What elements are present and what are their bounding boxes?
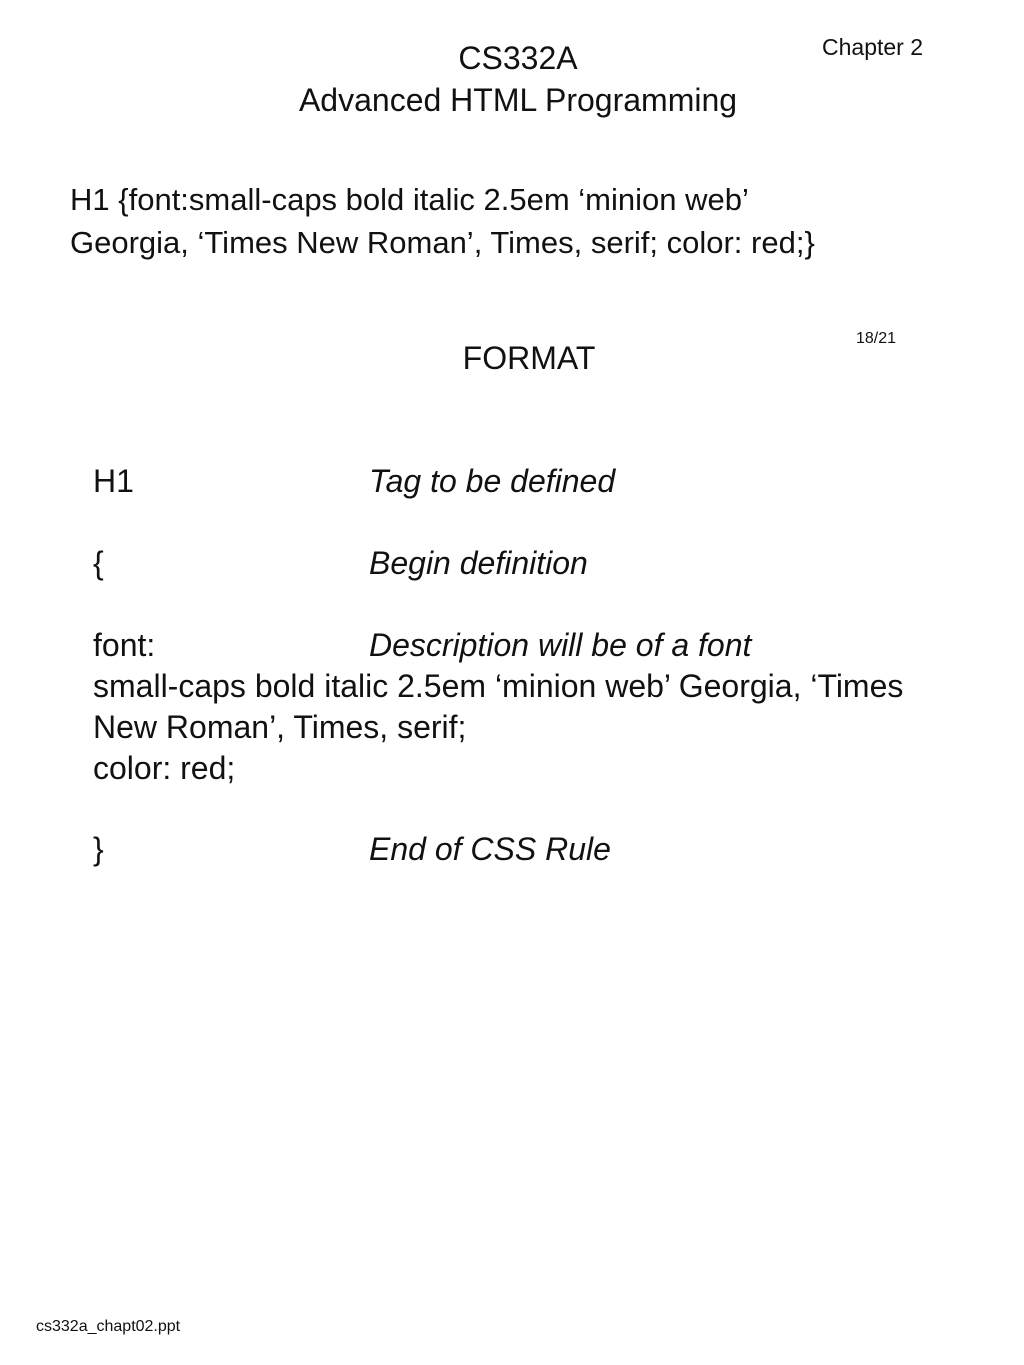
font-value-line-1: small-caps bold italic 2.5em ‘minion web’ Georgia, ‘Times	[93, 668, 904, 704]
format-term-close-brace: }	[93, 831, 104, 867]
format-term-font: font:	[93, 627, 156, 663]
course-title: Advanced HTML Programming	[298, 82, 738, 118]
font-value-line-2: New Roman’, Times, serif;	[93, 709, 467, 745]
course-code: CS332A	[458, 40, 578, 76]
format-desc-h1: Tag to be defined	[369, 463, 616, 499]
format-term-h1: H1	[93, 463, 134, 499]
font-value-line-3: color: red;	[93, 750, 236, 786]
slide-number: 18/21	[856, 330, 897, 347]
css-rule-line-1: H1 {font:small-caps bold italic 2.5em ‘minion web’	[70, 182, 749, 217]
format-desc-font: Description will be of a font	[369, 627, 752, 663]
css-rule-line-2: Georgia, ‘Times New Roman’, Times, serif; color: red;}	[70, 225, 815, 260]
footer-filename: cs332a_chapt02.ppt	[36, 1318, 181, 1335]
format-heading: FORMAT	[462, 340, 596, 376]
format-term-open-brace: {	[93, 545, 104, 581]
chapter-label: Chapter 2	[822, 34, 924, 60]
format-desc-open-brace: Begin definition	[369, 545, 588, 581]
format-desc-close-brace: End of CSS Rule	[369, 831, 611, 867]
